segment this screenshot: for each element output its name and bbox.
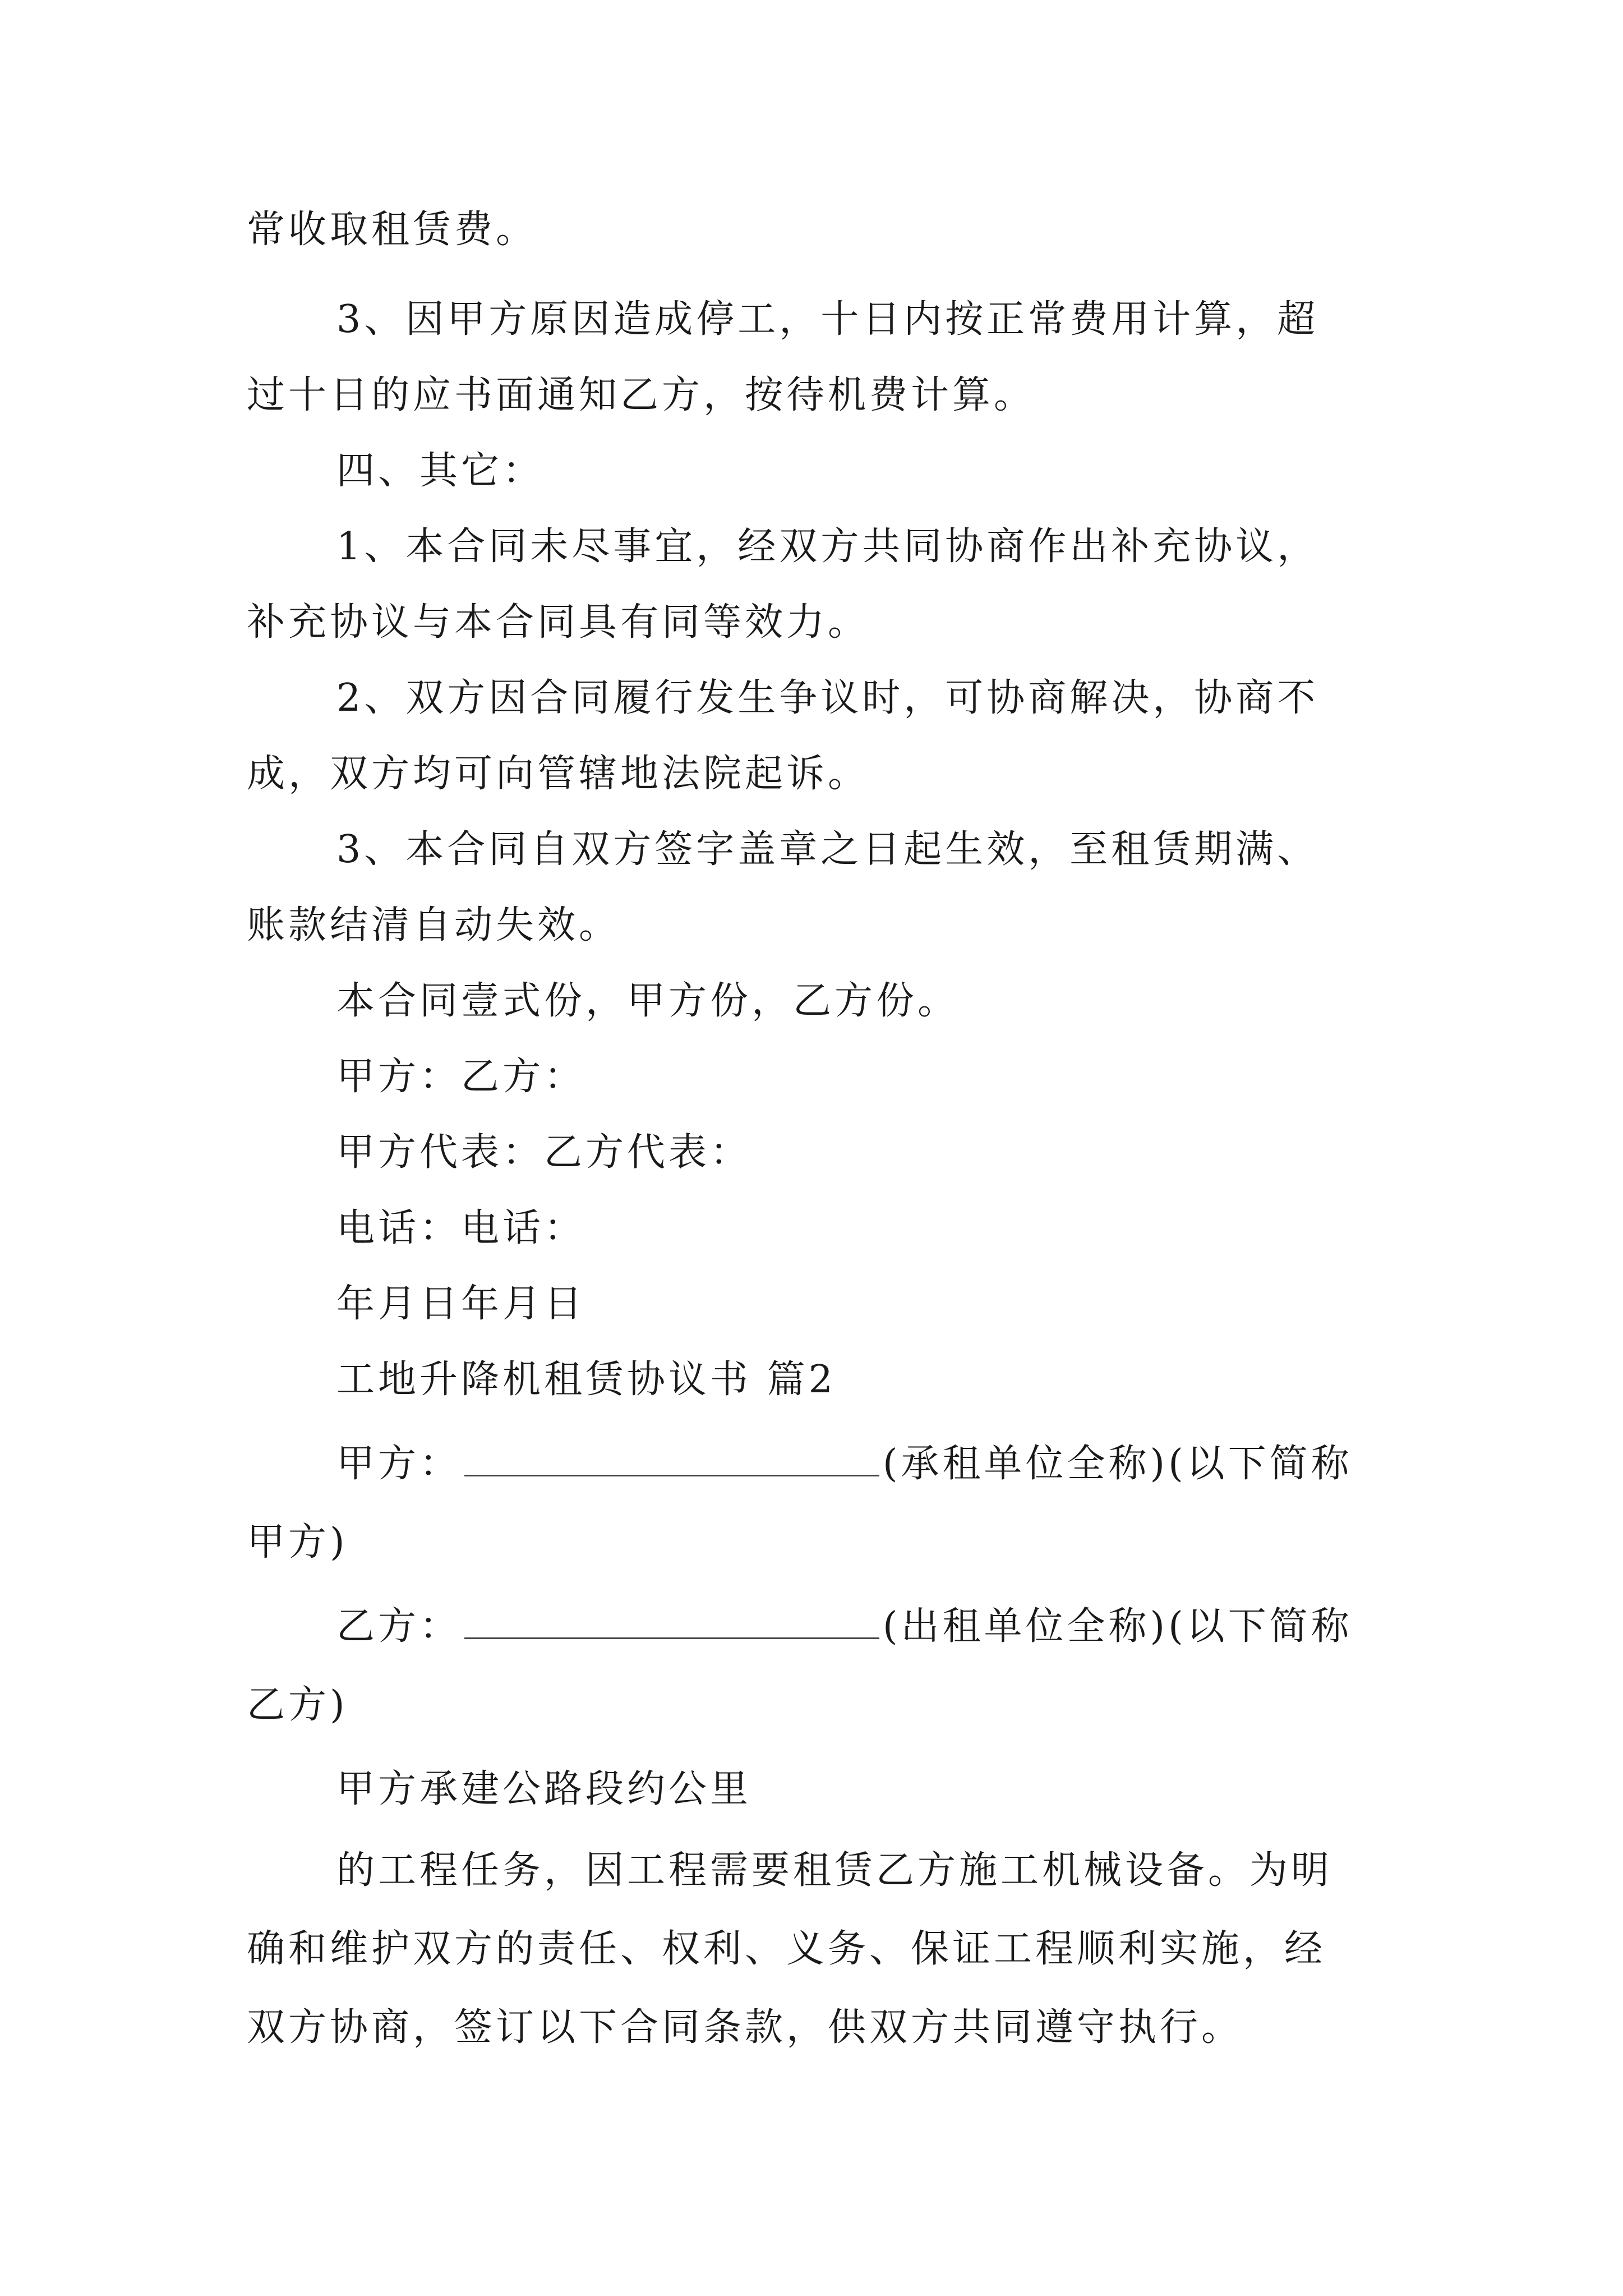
section-title: 工地升降机租赁协议书 篇2: [336, 1358, 836, 1402]
text-line: 2、双方因合同履行发生争议时，可协商解决，协商不: [336, 676, 1319, 720]
party-a-line: [336, 1442, 1353, 1487]
signature-date-line: 年月日年月日: [336, 1282, 586, 1326]
text-line: 3、本合同自双方签字盖章之日起生效，至租赁期满、: [336, 827, 1319, 872]
text-line: 账款结清自动失效。: [247, 903, 621, 947]
party-b-suffix: (出租单位全称)(以下简称: [883, 1604, 1353, 1649]
text-line: 双方协商，签订以下合同条款，供双方共同遵守执行。: [247, 2005, 1243, 2050]
signature-representative-line: 甲方代表：乙方代表：: [336, 1130, 752, 1175]
text-line: 过十日的应书面通知乙方，按待机费计算。: [247, 373, 1036, 417]
text-line: 甲方承建公路段约公里: [336, 1767, 752, 1811]
section-heading: 四、其它：: [336, 449, 545, 493]
text-line: 1、本合同未尽事宜，经双方共同协商作出补充协议，: [336, 524, 1319, 569]
party-b-line: [336, 1604, 1353, 1649]
party-b-continuation: 乙方): [247, 1683, 348, 1727]
text-line: 本合同壹式份，甲方份，乙方份。: [336, 979, 960, 1023]
text-line: 的工程任务，因工程需要租赁乙方施工机械设备。为明: [336, 1848, 1333, 1893]
text-line: 常收取租赁费。: [247, 208, 538, 252]
party-a-blank: [464, 1446, 879, 1476]
signature-party-line: 甲方：乙方：: [336, 1055, 586, 1099]
party-a-suffix: (承租单位全称)(以下简称: [883, 1442, 1353, 1486]
text-line: 确和维护双方的责任、权利、义务、保证工程顺利实施，经: [247, 1927, 1326, 1971]
signature-phone-line: 电话：电话：: [336, 1206, 586, 1250]
party-b-label: 乙方：: [336, 1604, 462, 1649]
party-a-label: 甲方：: [336, 1442, 462, 1486]
text-line: 成，双方均可向管辖地法院起诉。: [247, 752, 870, 796]
text-line: 3、因甲方原因造成停工，十日内按正常费用计算，超: [336, 297, 1319, 342]
party-a-continuation: 甲方): [247, 1520, 348, 1565]
party-b-blank: [464, 1608, 879, 1639]
text-line: 补充协议与本合同具有同等效力。: [247, 600, 870, 645]
